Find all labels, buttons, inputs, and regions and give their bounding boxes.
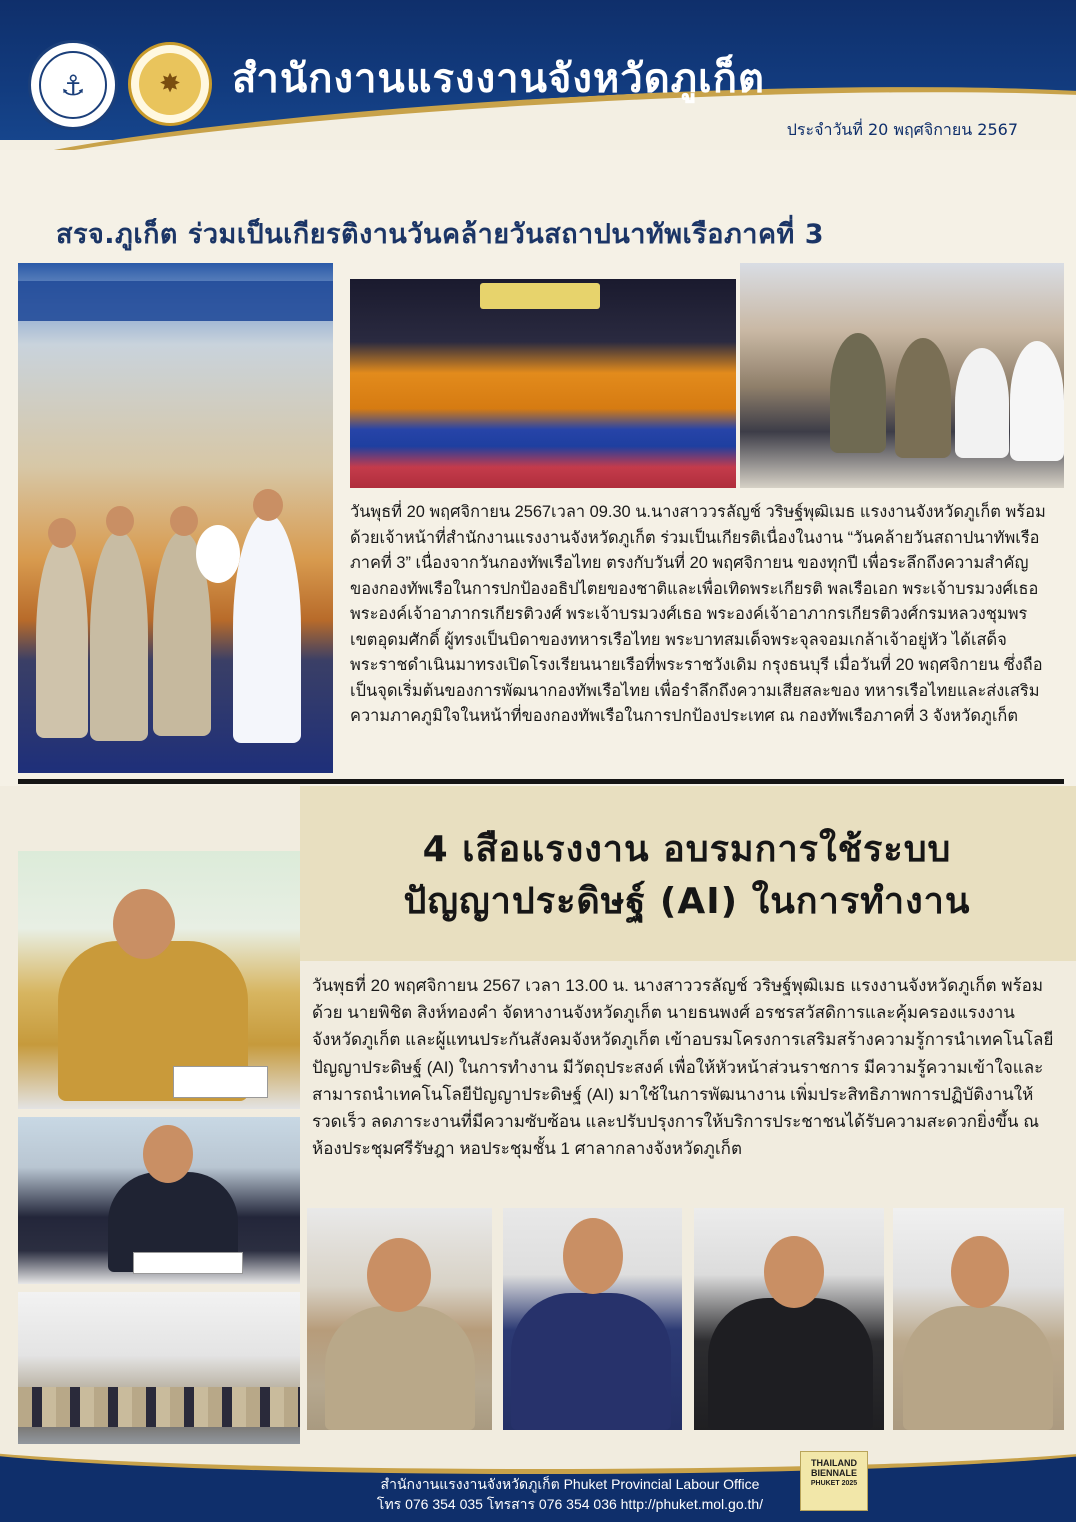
ceremony-sign [480,283,600,309]
group-row [18,1387,300,1427]
ministry-of-labour-logo [128,42,212,126]
participant-portrait-1 [307,1208,492,1430]
page-title: สำนักงานแรงงานจังหวัดภูเก็ต [232,56,765,102]
training-room-photo [18,1292,300,1450]
person-figure [325,1306,475,1430]
section2-body: วันพุธที่ 20 พฤศจิกายน 2567 เวลา 13.00 น. นางสาววรลัญช์ วริษฐ์พุฒิเมธ แรงงานจังหวัดภูเก็ต พร้อมด้วย นายพิชิต สิงห์ทองคำ จัดหางานจังหวัดภูเก็ต นายธนพงศ์ อรชรสวัสดิการและคุ้มครองแรงงานจังหวัดภูเก็ต และผู้แทนประกันสังคมจังหวัดภูเก็ต เข้าอบรมโครงการเสริมสร้างความรู้การนำเทคโนโลยีปัญญาประดิษฐ์ (AI) ในการทำงาน มีวัตถุประสงค์ เพื่อให้หัวหน้าส่วนราชการ มีความรู้ความเข้าใจและสามารถนำเทคโนโลยีปัญญาประดิษฐ์ (AI) มาใช้ในการพัฒนางาน เพิ่มประสิทธิภาพการปฏิบัติงานให้รวดเร็ว ลดภาระงานที่มีความซับซ้อน และปรับปรุงการให้บริการประชาชนได้รับความสะดวกยิ่งขึ้น ณ ห้องประชุมศรีรัษฎา หอประชุมชั้น 1 ศาลากลางจังหวัดภูเก็ต [312,976,1054,1159]
person-head [48,518,76,548]
person-figure [830,333,886,453]
audience-photo [740,263,1064,488]
person-figure [895,338,951,458]
labour-emblem-icon: ✸ [139,53,201,115]
speaker-photo [18,851,300,1109]
person-head [106,506,134,536]
participant-portrait-2 [503,1208,682,1430]
section2-title-line1: 4 เสือแรงงาน อบรมการใช้ระบบ [422,829,952,870]
person-head [113,889,175,959]
monks-ceremony-photo [350,279,736,488]
badge-line1: THAILAND [811,1458,857,1468]
person-head [764,1236,824,1308]
provincial-seal-logo [28,40,118,130]
footer-wave [0,1444,1076,1474]
section2-title-line2: ปัญญาประดิษฐ์ (AI) ในการทำงาน [403,881,971,922]
person-figure [1010,341,1064,461]
person-figure [233,513,301,743]
person-figure [955,348,1009,458]
flower-bouquet [196,525,240,583]
person-head [563,1218,623,1294]
person-figure [903,1306,1053,1430]
person-figure [511,1293,671,1430]
person-figure [708,1298,873,1430]
name-plate [173,1066,268,1098]
person-figure [90,531,148,741]
navy-day-group-photo [18,263,333,773]
participant-portrait-3 [694,1208,884,1430]
photo-banner [18,281,333,321]
section-divider [18,779,1064,784]
section1-body: วันพุธที่ 20 พฤศจิกายน 2567เวลา 09.30 น.นางสาววรลัญช์ วริษฐ์พุฒิเมธ แรงงานจังหวัดภูเก็ต พร้อมด้วยเจ้าหน้าที่สำนักงานแรงงานจังหวัดภูเก็ต ร่วมเป็นเกียรติเนื่องในงาน “วันคล้ายวันสถาปนาทัพเรือภาคที่ 3” เนื่องจากวันกองทัพเรือไทย ตรงกับวันที่ 20 พฤศจิกายน ของทุกปี เพื่อระลึกถึงความสำคัญของกองทัพเรือในการปกป้องอธิปไตยของชาติและเพื่อเทิดพระเกียรติ พลเรือเอก พระเจ้าบรมวงศ์เธอ พระองค์เจ้าอาภากรเกียรติวงศ์ พระเจ้าบรมวงศ์เธอ พระองค์เจ้าอาภากรเกียรติวงศ์กรมหลวงชุมพรเขตอุดมศักดิ์ ผู้ทรงเป็นบิดาของทหารเรือไทย พระบาทสมเด็จพระจุลจอมเกล้าเจ้าอยู่หัว ได้เสด็จพระราชดำเนินมาทรงเปิดโรงเรียนนายเรือที่พระราชวังเดิม กรุงธนบุรี เมื่อวันที่ 20 พฤศจิกายน ซึ่งถือเป็นจุดเริ่มต้นของการพัฒนากองทัพเรือไทย เพื่อรำลึกถึงความเสียสละของ ทหารเรือไทยและส่งเสริมความภาคภูมิใจในหน้าที่ของกองทัพเรือในการปกป้องประเทศ ณ กองทัพเรือภาคที่ 3 จังหวัดภูเก็ต [350,503,1046,725]
participant-portrait-4 [893,1208,1064,1430]
footer-contact: โทร 076 354 035 โทรสาร 076 354 036 http://phuket.mol.go.th/ [376,1496,764,1512]
seal-icon: ⚓ [39,51,107,119]
badge-line3: PHUKET 2025 [810,1480,858,1487]
issue-date: ประจำวันที่ 20 พฤศจิกายน 2567 [786,120,1018,139]
footer-office-name: สำนักงานแรงงานจังหวัดภูเก็ต Phuket Provincial Labour Office [380,1476,760,1492]
section2-title [312,824,1062,928]
participant-photo [18,1117,300,1284]
section1-title: สรจ.ภูเก็ต ร่วมเป็นเกียรติงานวันคล้ายวันสถาปนาทัพเรือภาคที่ 3 [56,219,825,250]
person-figure [36,538,88,738]
person-head [253,489,283,521]
thailand-biennale-badge [800,1451,868,1511]
person-head [170,506,198,536]
name-plate [133,1252,243,1274]
person-head [951,1236,1009,1308]
person-head [367,1238,431,1312]
badge-line2: BIENNALE [810,1468,857,1478]
person-head [143,1125,193,1183]
